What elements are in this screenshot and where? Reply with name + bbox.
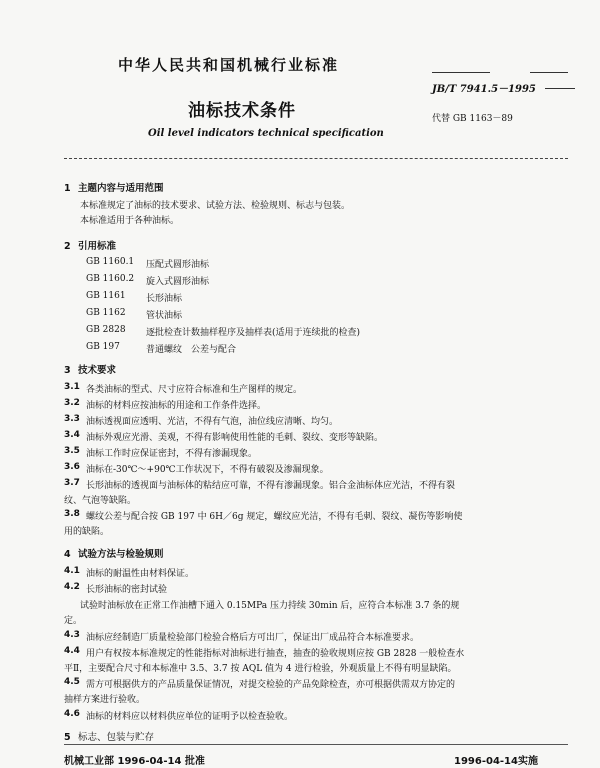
clause-4-2-body: 试验时油标放在正常工作油槽下通入 0.15MPa 压力持续 30min 后，应符合本标准 3.7 条的规 (80, 601, 460, 611)
header-divider (64, 158, 568, 159)
footer-divider (64, 744, 568, 745)
ref-code: GB 197 (86, 342, 120, 352)
ref-name: 长形油标 (146, 294, 183, 304)
clause-3-8-continued: 用的缺陷。 (64, 527, 110, 537)
ref-code: GB 1161 (86, 291, 126, 301)
clause-4-4-continued: 平Ⅱ，主要配合尺寸和本标准中 3.5、3.7 按 AQL 值为 4 进行检验，外观质量上不得有明显缺陷。 (64, 664, 457, 674)
clause-3-7-continued: 纹、气泡等缺陷。 (64, 496, 137, 506)
ref-name: 旋入式圆形油标 (146, 277, 210, 287)
clause-4-5-continued: 抽样方案进行验收。 (64, 695, 146, 705)
ref-name: 压配式圆形油标 (146, 260, 210, 270)
section-2-heading: 2 引用标准 (64, 241, 117, 252)
section-3-heading: 3 技术要求 (64, 365, 117, 376)
section-1-para-1: 本标准规定了油标的技术要求、试验方法、检验规则、标志与包装。 (80, 201, 351, 211)
document-title: 油标技术条件 (188, 101, 296, 121)
section-5-heading: 5 标志、包装与贮存 (64, 732, 155, 743)
ref-name: 逐批检查计数抽样程序及抽样表(适用于连续批的检查) (146, 328, 361, 338)
standard-number: JB/T 7941.5－1995 (432, 84, 536, 95)
replaces-standard: 代替 GB 1163－89 (432, 114, 513, 124)
ref-code: GB 1160.1 (86, 257, 135, 267)
header-rule-right-top (432, 72, 490, 73)
ref-name: 管状油标 (146, 311, 183, 321)
approval-date: 机械工业部 1996-04-14 批准 (64, 756, 205, 767)
header-rule-number (545, 88, 575, 89)
section-4-heading: 4 试验方法与检验规则 (64, 549, 164, 560)
ref-code: GB 2828 (86, 325, 126, 335)
section-1-para-2: 本标准适用于各种油标。 (80, 216, 180, 226)
issuing-authority-title: 中华人民共和国机械行业标准 (118, 56, 340, 74)
section-1-heading: 1 主题内容与适用范围 (64, 183, 164, 194)
english-title: Oil level indicators technical specification (148, 128, 384, 139)
ref-name: 普通螺纹 公差与配合 (146, 345, 237, 355)
clause-4-2-body-continued: 定。 (64, 616, 83, 626)
header-rule-far-right (530, 72, 568, 73)
ref-code: GB 1162 (86, 308, 126, 318)
ref-code: GB 1160.2 (86, 274, 135, 284)
implementation-date: 1996-04-14实施 (454, 756, 538, 767)
